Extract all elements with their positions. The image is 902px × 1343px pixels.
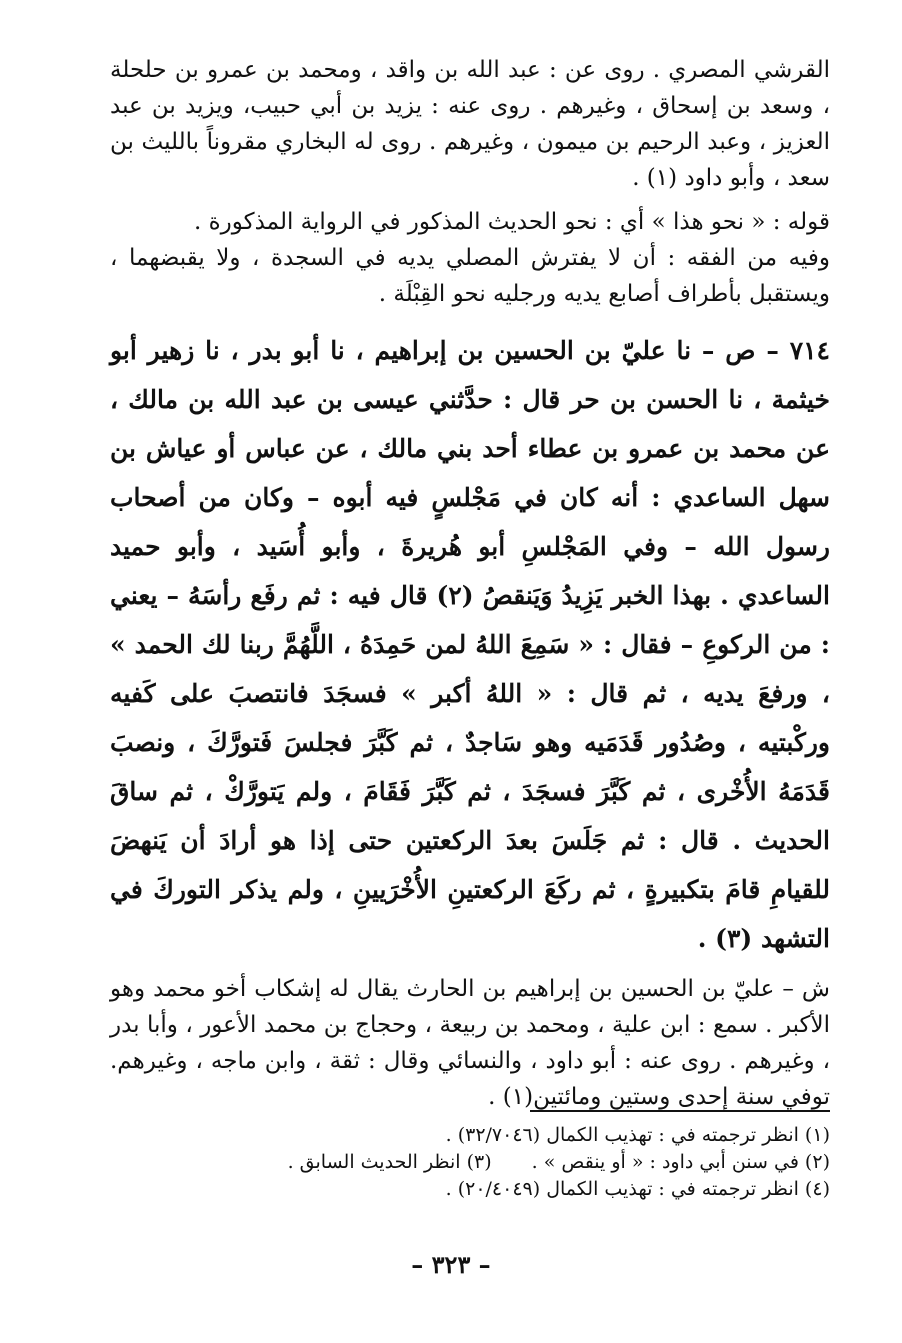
footnote-3: (٣) انظر الحديث السابق . (287, 1151, 492, 1173)
hadith-text: ٧١٤ – ص – نا عليّ بن الحسين بن إبراهيم ، نا أبو بدر ، نا زهير أبو خيثمة ، نا الحسن بن حر قال : حدَّثني عيسى بن عبد الله بن مالك ، عن محمد بن عمرو بن عطاء أحد بني مالك ، عن عباس أو عياش بن سهل الساعدي : أنه كان في مَجْلسٍ فيه أبوه – وكان من أصحاب رسول الله – وفي المَجْلسِ أبو هُريرةَ ، وأبو أُسَيد ، وأبو حميد الساعدي . بهذا الخبر يَزِيدُ وَيَنقصُ (٢) قال فيه : ثم رفَع رأسَهُ – يعني : من الركوعِ – فقال : « سَمِعَ اللهُ لمن حَمِدَهُ ، اللَّهُمَّ ربنا لك الحمد » ، ورفعَ يديه ، ثم قال : « اللهُ أكبر » فسجَدَ فانتصبَ على كَفيه وركْبتيه ، وصُدُور قَدَمَيه وهو سَاجدٌ ، ثم كَبَّرَ فجلسَ فَتورَّكَ ، ونصبَ قَدَمَهُ الأُخْرى ، ثم كَبَّرَ فسجَدَ ، ثم كَبَّرَ فَقَامَ ، ولم يَتورَّكْ ، ثم ساقَ الحديث . قال : ثم جَلَسَ بعدَ الركعتين حتى إذا هو أرادَ أن يَنهضَ للقيامِ قامَ بتكبيرةٍ ، ثم ركَعَ الركعتينِ الأُخْرَيينِ ، ولم يذكر التوركَ في التشهد (٣) . (110, 336, 830, 953)
page-body (110, 52, 830, 1115)
page-number: – ٣٢٣ – (411, 1250, 491, 1279)
spacer (110, 196, 830, 204)
narrator-biography: القرشي المصري . روى عن : عبد الله بن واقد ، ومحمد بن عمرو بن حلحلة ، وسعد بن إسحاق ، وغيرهم . روى عنه : يزيد بن أبي حبيب، ويزيد بن عبد العزيز ، وعبد الرحيم بن ميمون ، وغيرهم . روى له البخاري مقروناً بالليث بن سعد ، وأبو داود (١) . (110, 57, 830, 191)
commentary-line-1: قوله : « نحو هذا » أي : نحو الحديث المذكور في الرواية المذكورة . (193, 209, 830, 235)
footnotes (110, 1122, 830, 1203)
commentary-line-2: وفيه من الفقه : أن لا يفترش المصلي يديه في السجدة ، ولا يقبضهما ، ويستقبل بأطراف أصابع يديه ورجليه نحو القِبْلَة . (110, 245, 830, 307)
sharh-text: ش – عليّ بن الحسين بن إبراهيم بن الحارث يقال له إشكاب أخو محمد وهو الأكبر . سمع : ابن علية ، ومحمد بن ربيعة ، وحجاج بن محمد الأعور ، وأبا بدر ، وغيرهم . روى عنه : أبو داود ، والنسائي وقال : ثقة ، وابن ماجه ، وغيرهم. توفي سنة إحدى وستين ومائتين(١) . (110, 976, 830, 1110)
footnote-2: (٢) في سنن أبي داود : « أو ينقص » . (531, 1151, 830, 1173)
footnote-separator (530, 1110, 830, 1112)
footnote-1: (١) انظر ترجمته في : تهذيب الكمال (٣٢/٧٠٤٦) . (445, 1124, 830, 1146)
footnote-4: (٤) انظر ترجمته في : تهذيب الكمال (٢٠/٤٠٤٩) . (445, 1178, 830, 1200)
sharh-block (110, 971, 830, 1115)
hadith-block (110, 326, 830, 963)
footnote-2-3 (110, 1149, 830, 1176)
